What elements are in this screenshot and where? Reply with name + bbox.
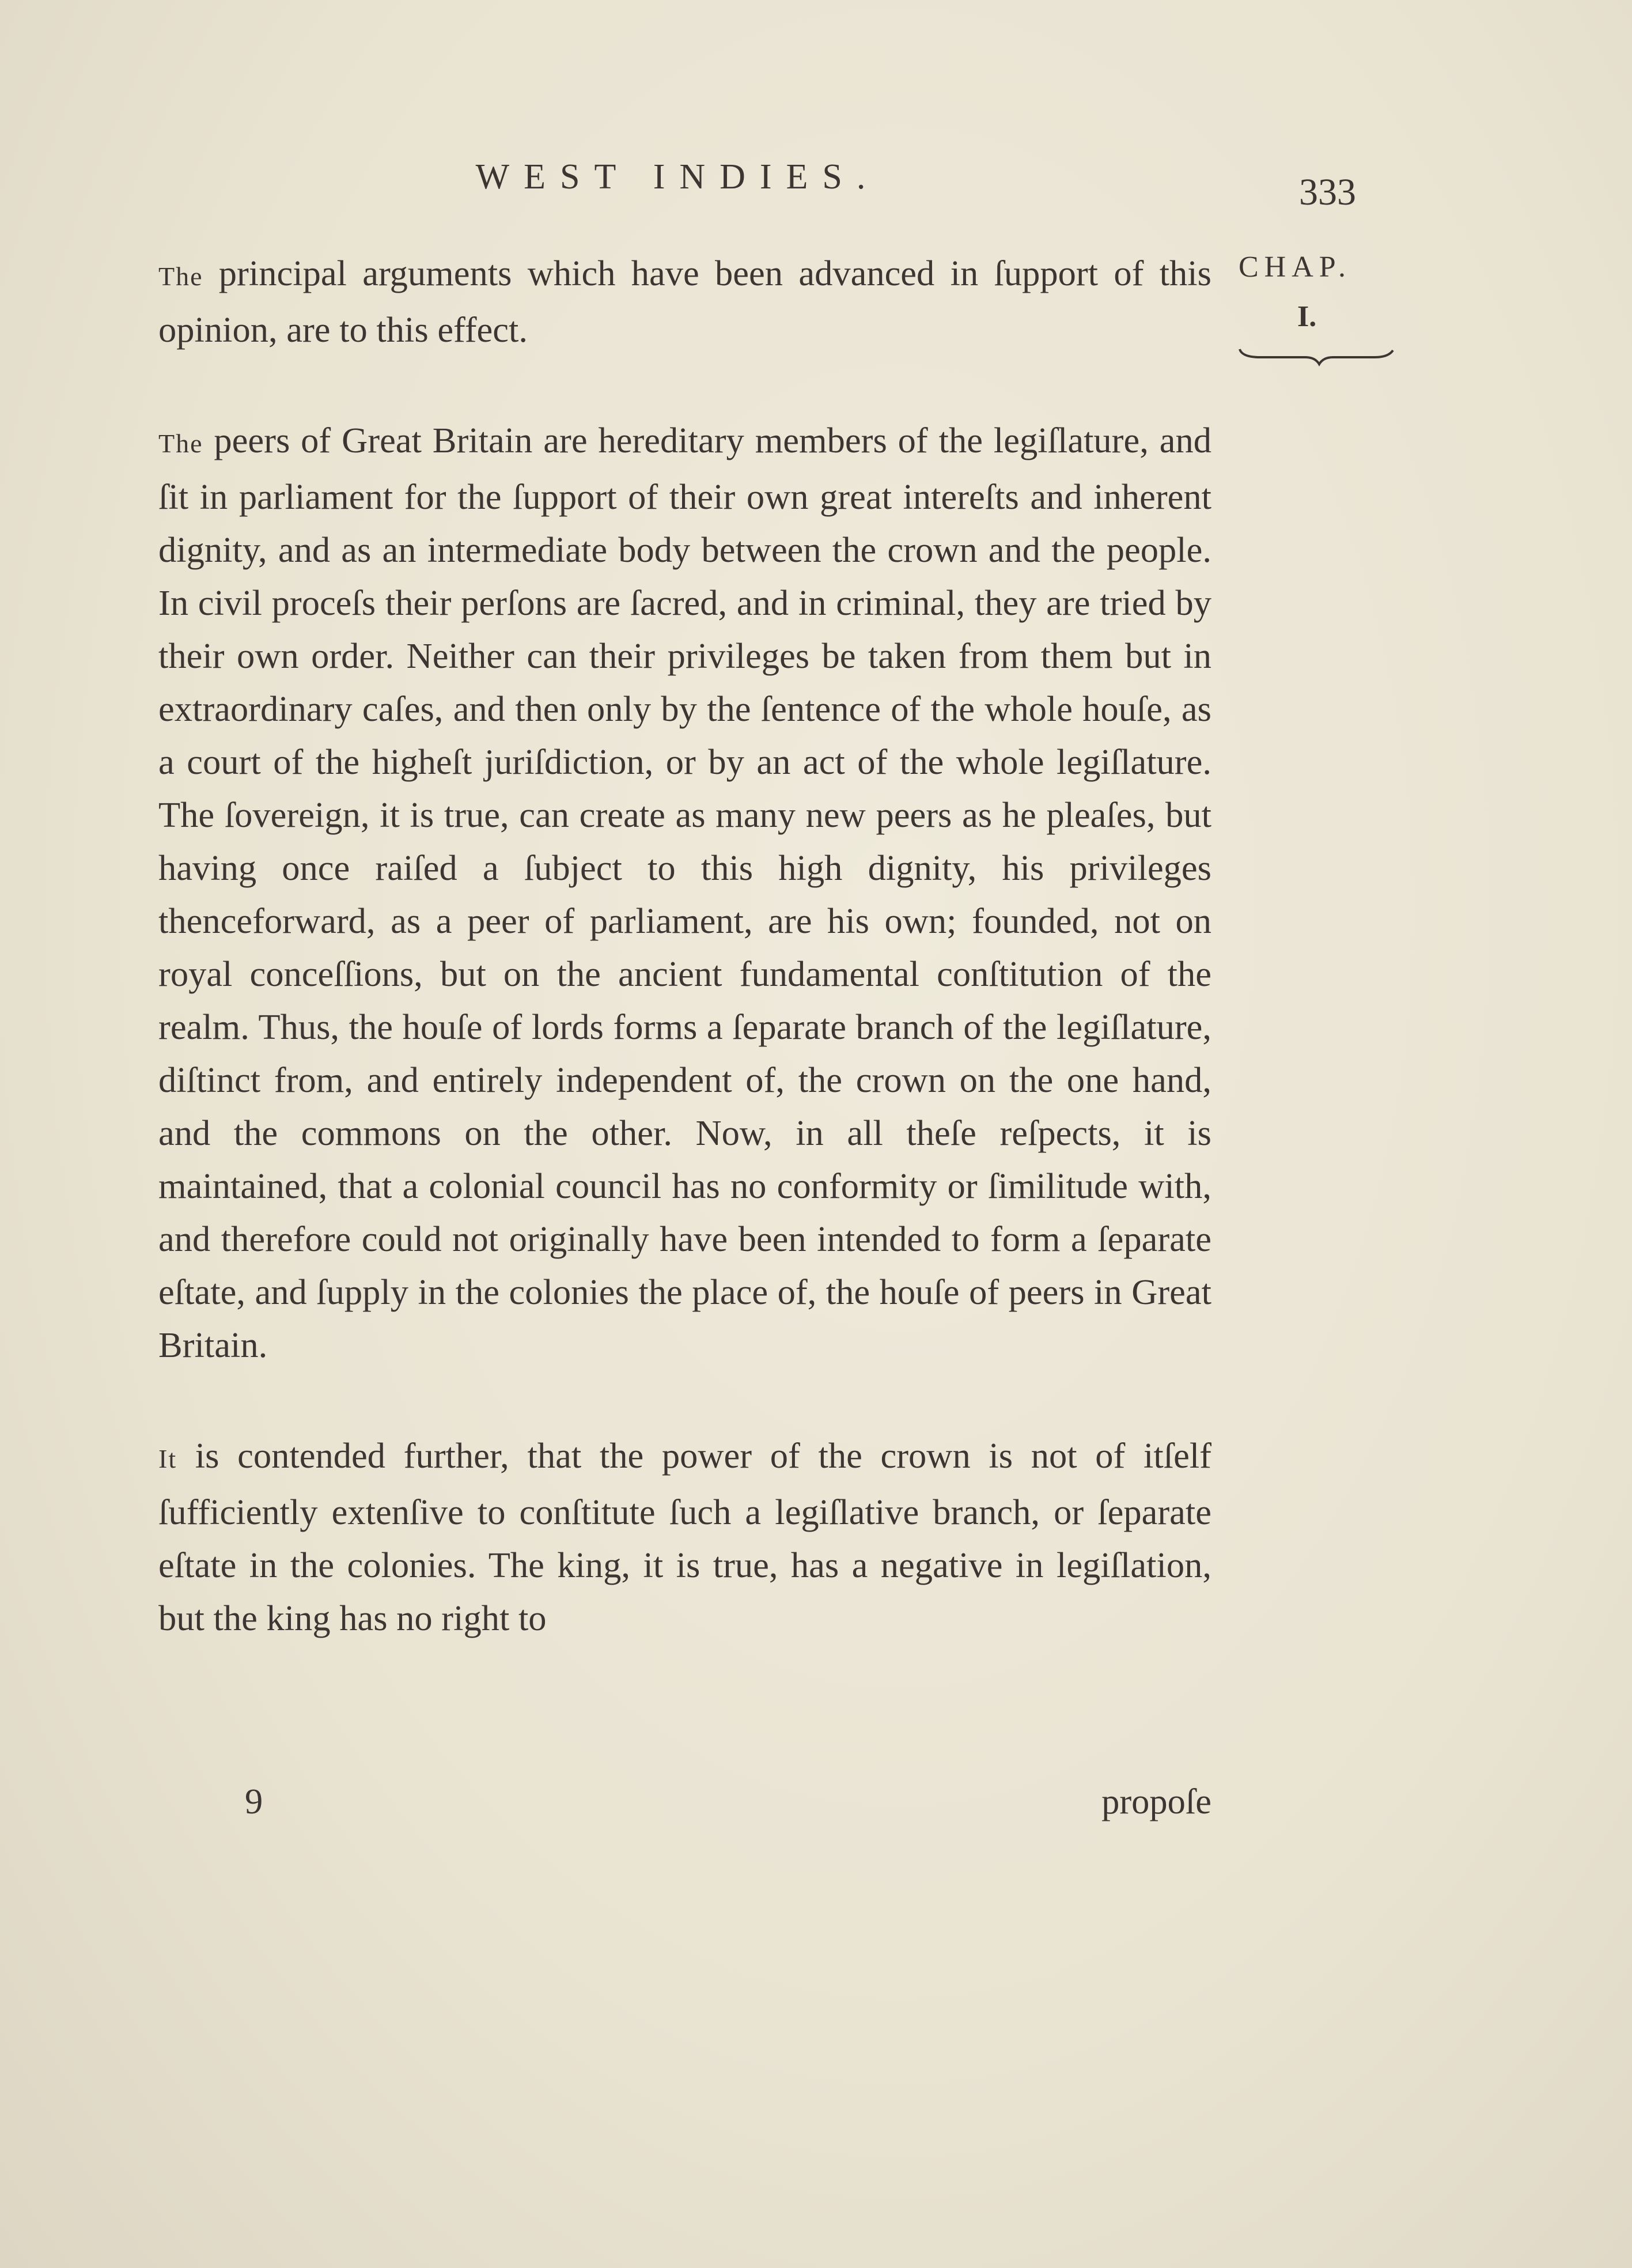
paragraph-2 [158,414,1211,1371]
paragraph-lead: The [158,429,203,458]
paragraph-3 [158,1429,1211,1645]
paragraph-text: principal arguments which have been advanced in ſupport of this opinion, are to this effect. [158,253,1211,350]
paragraph-text: peers of Great Britain are hereditary members of the legiſlature, and ſit in parliament for the ſupport of their own great intereſts and inherent dignity, and as an intermediate body between the crown and the people. In civil proceſs their perſons are ſacred, and in criminal, they are tried by their own order. Neither can their privileges be taken from them but in extraordinary caſes, and then only by the ſentence of the whole houſe, as a court of the higheſt juriſdiction, or by an act of the whole legiſlature. The ſovereign, it is true, can create as many new peers as he pleaſes, but having once raiſed a ſubject to this high dignity, his privileges thenceforward, as a peer of parliament, are his own; founded, not on royal conceſſions, but on the ancient fundamental conſtitution of the realm. Thus, the houſe of lords forms a ſeparate branch of the legiſlature, diſtinct from, and entirely independent of, the crown on the one hand, and the commons on the other. Now, in all theſe reſpects, it is maintained, that a colonial council has no conformity or ſimilitude with, and therefore could not originally have been intended to form a ſeparate eſtate, and ſupply in the colonies the place of, the houſe of peers in Great Britain. [158,420,1211,1365]
paragraph-text: is contended further, that the power of the crown is not of itſelf ſufficiently extenſive to conſtitute ſuch a legiſlative branch, or ſeparate eſtate in the colonies. The king, it is true, has a negative in legiſlation, but the king has no right to [158,1435,1211,1638]
catchline [158,1775,1211,1828]
signature-mark: 9 [245,1781,263,1821]
running-title: WEST INDIES. [475,157,880,196]
page-number: 333 [1299,171,1356,213]
body-text [158,247,1211,1645]
paragraph-lead: It [158,1444,177,1473]
paragraph-1 [158,247,1211,356]
chapter-label: CHAP. [1239,251,1351,284]
running-head [0,157,1632,198]
catchword: propoſe [1101,1781,1211,1821]
chapter-number: I. [1297,300,1317,333]
paragraph-lead: The [158,262,203,291]
chapter-brace-ornament [1237,345,1402,368]
